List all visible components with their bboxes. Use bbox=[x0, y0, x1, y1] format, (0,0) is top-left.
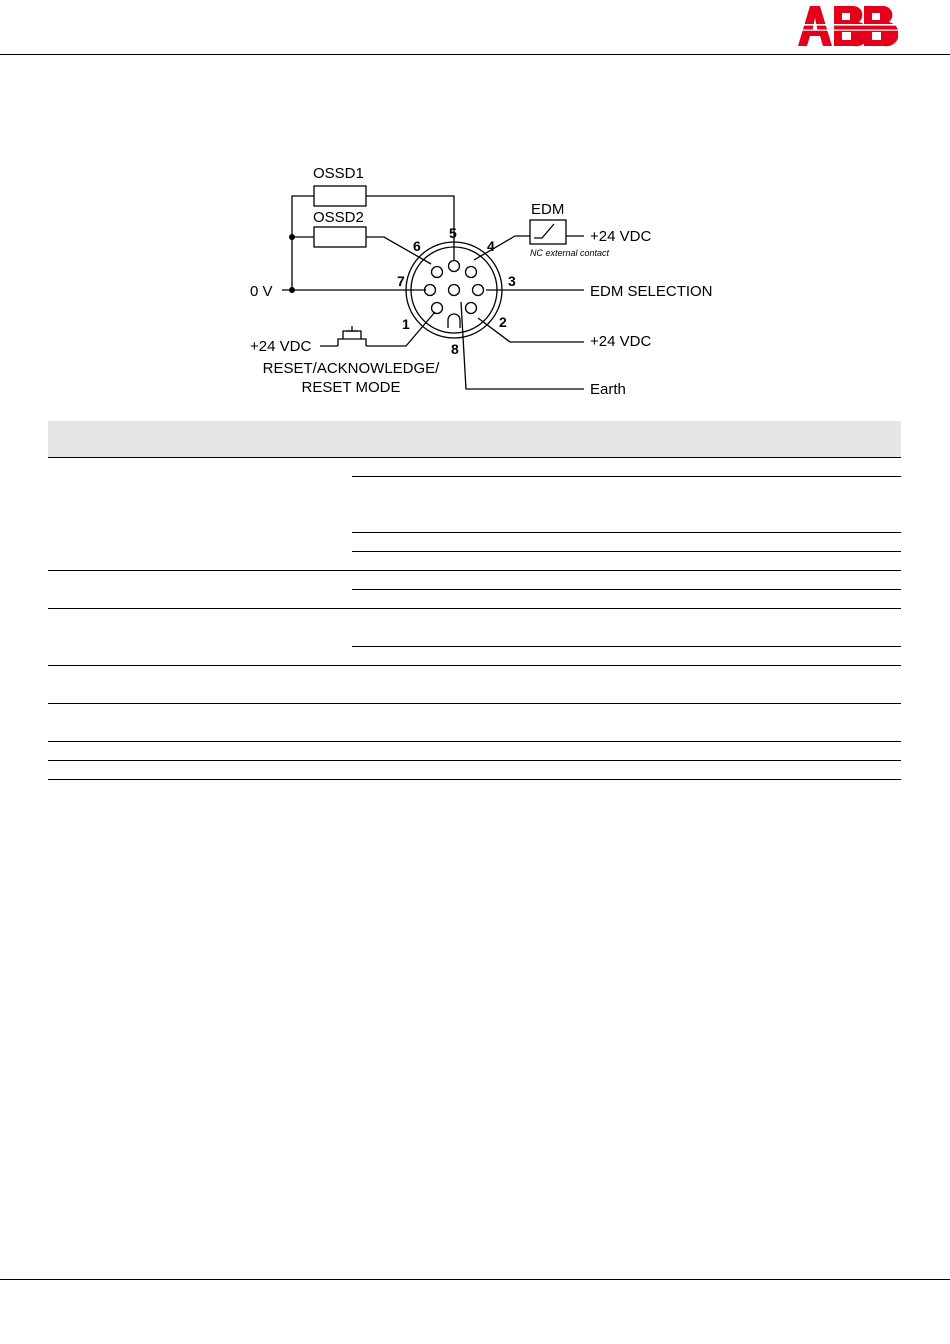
table-row bbox=[48, 704, 901, 742]
ossd1-label: OSSD1 bbox=[313, 165, 364, 182]
table-row bbox=[48, 666, 901, 704]
connector-key bbox=[448, 314, 460, 328]
table-row bbox=[48, 761, 901, 780]
edm-selection-label: EDM SELECTION bbox=[590, 283, 713, 300]
pin-6-number: 6 bbox=[413, 238, 421, 254]
junction-dot bbox=[289, 287, 295, 293]
vdc-pin2-label: +24 VDC bbox=[590, 333, 652, 350]
table-row bbox=[48, 571, 901, 590]
pin-4-number: 4 bbox=[487, 238, 495, 254]
earth-label: Earth bbox=[590, 381, 626, 398]
pin-assignment-table bbox=[48, 421, 901, 780]
table-header-cell bbox=[48, 421, 100, 458]
junction-dot bbox=[289, 234, 295, 240]
table-row bbox=[48, 742, 901, 761]
pin-3-number: 3 bbox=[508, 273, 516, 289]
header-rule bbox=[0, 54, 950, 55]
pin-2-number: 2 bbox=[499, 314, 507, 330]
pin-7 bbox=[425, 285, 436, 296]
table-header-cell bbox=[100, 421, 185, 458]
pin-5 bbox=[449, 261, 460, 272]
pin-8-number: 8 bbox=[451, 341, 459, 357]
pin-7-number: 7 bbox=[397, 273, 405, 289]
ossd2-label: OSSD2 bbox=[313, 209, 364, 226]
ossd2-resistor bbox=[314, 227, 366, 247]
footer-rule bbox=[0, 1279, 950, 1280]
abb-logo bbox=[796, 4, 898, 48]
pin-center bbox=[449, 285, 460, 296]
table-row bbox=[48, 609, 901, 647]
pin-6 bbox=[432, 267, 443, 278]
zero-v-label: 0 V bbox=[250, 283, 273, 300]
pin-1 bbox=[432, 303, 443, 314]
table-row bbox=[48, 458, 901, 477]
edm-label: EDM bbox=[531, 201, 565, 218]
reset-label-line1: RESET/ACKNOWLEDGE/ bbox=[262, 360, 440, 377]
edm-contact-box bbox=[530, 220, 566, 244]
nc-contact-label: NC external contact bbox=[530, 248, 610, 258]
pin-4 bbox=[466, 267, 477, 278]
reset-label-line2: RESET MODE bbox=[301, 379, 401, 396]
connector-wiring-diagram bbox=[240, 160, 740, 405]
pin-2 bbox=[466, 303, 477, 314]
ossd1-resistor bbox=[314, 186, 366, 206]
pin-5-number: 5 bbox=[449, 225, 457, 241]
table-header-row bbox=[48, 421, 901, 458]
pin-3 bbox=[473, 285, 484, 296]
vdc-edm-label: +24 VDC bbox=[590, 228, 652, 245]
table-header-cell bbox=[352, 421, 901, 458]
vdc-reset-label: +24 VDC bbox=[250, 338, 312, 355]
pin-1-number: 1 bbox=[402, 316, 410, 332]
table-header-cell bbox=[185, 421, 352, 458]
